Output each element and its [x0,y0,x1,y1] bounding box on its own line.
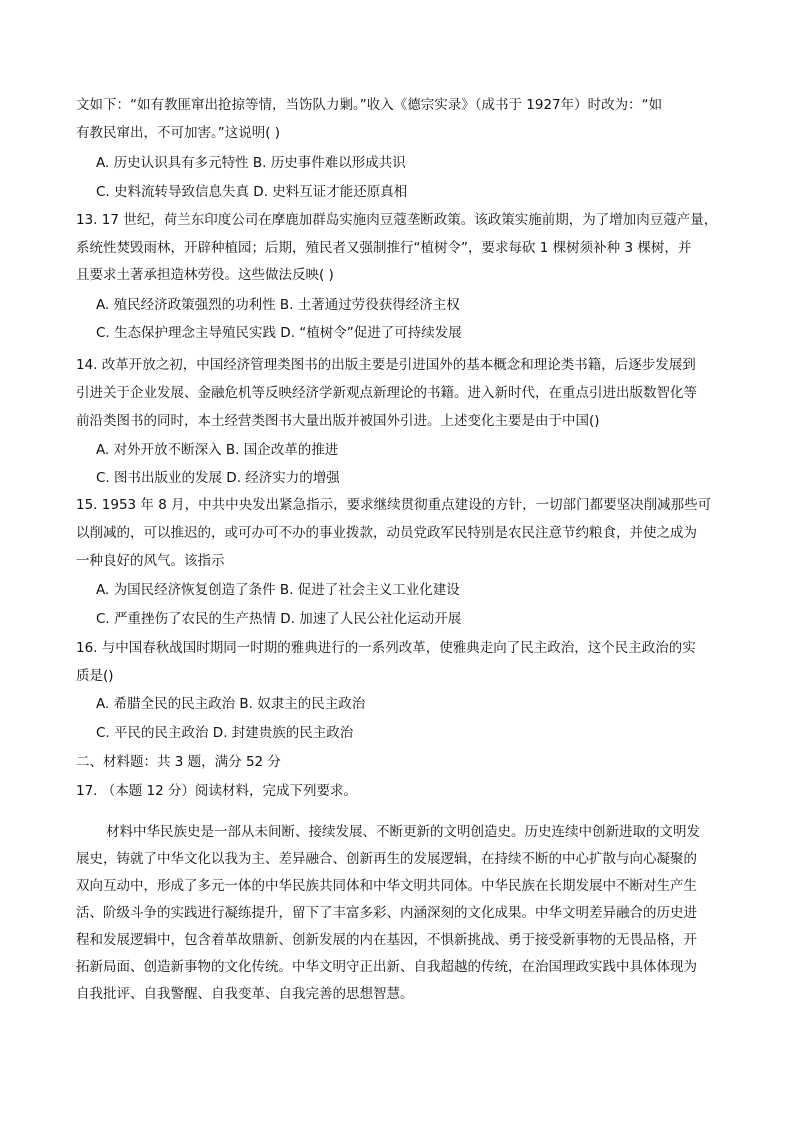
text-line: 且要求土著承担造林劳役。这些做法反映( ) [76,267,334,283]
text-line: 16. 与中国春秋战国时期同一时期的雅典进行的一系列改革，使雅典走向了民主政治，这个民主政治的实 [76,640,696,656]
text-line: C. 平民的民主政治 D. 封建贵族的民主政治 [96,725,354,741]
text-line: A. 对外开放不断深入 B. 国企改革的推进 [96,442,339,458]
text-line: C. 史料流转导致信息失真 D. 史料互证才能还原真相 [96,184,408,200]
text-line: A. 希腊全民的民主政治 B. 奴隶主的民主政治 [96,696,366,712]
text-line: 二、材料题：共 3 题，满分 52 分 [76,754,281,770]
text-line: A. 为国民经济恢复创造了条件 B. 促进了社会主义工业化建设 [96,582,460,598]
text-line: 有教民窜出，不可加害。”这说明( ) [76,125,281,141]
text-line: 自我批评、自我警醒、自我变革、自我完善的思想智慧。 [76,986,414,1002]
text-line: 拓新局面、创造新事物的文化传统。中华文明守正出新、自我超越的传统，在治国理政实践中具体体现为 [76,959,697,975]
text-line: 17. （本题 12 分）阅读材料，完成下列要求。 [76,783,358,799]
text-line: 活、阶级斗争的实践进行凝练提升，留下了丰富多彩、内涵深刻的文化成果。中华文明差异融合的历史进 [76,905,697,921]
text-line: 材料中华民族史是一部从未间断、接续发展、不断更新的文明创造史。历史连续中创新进取的文明发 [106,824,700,840]
text-line: 双向互动中，形成了多元一体的中华民族共同体和中华文明共同体。中华民族在长期发展中不断对生产生 [76,878,697,894]
text-line: C. 图书出版业的发展 D. 经济实力的增强 [96,470,340,486]
text-line: 一种良好的风气。该指示 [76,553,225,569]
text-line: C. 严重挫伤了农民的生产热情 D. 加速了人民公社化运动开展 [96,611,462,627]
text-line: 质是() [76,668,114,684]
text-line: 程和发展逻辑中，包含着革故鼎新、创新发展的内在基因，不惧新挑战、勇于接受新事物的无畏品格，开 [76,932,697,948]
text-line: 引进关于企业发展、金融危机等反映经济学新观点新理论的书籍。进入新时代，在重点引进出版数智化等 [76,385,697,401]
text-line: 15. 1953 年 8 月，中共中央发出紧急指示，要求继续贯彻重点建设的方针，一切部门都要坚决削减那些可 [76,497,712,513]
text-line: 13. 17 世纪，荷兰东印度公司在摩鹿加群岛实施肉豆蔻垄断政策。该政策实施前期，为了增加肉豆蔻产量， [76,212,718,228]
text-line: A. 殖民经济政策强烈的功利性 B. 土著通过劳役获得经济主权 [96,297,460,313]
text-line: 前沿类图书的同时，本土经营类图书大量出版并被国外引进。上述变化主要是由于中国() [76,413,600,429]
text-line: 文如下：“如有教匪窜出抢掠等情，当饬队力剿。”收入《德宗实录》（成书于 1927年）时改为：“如 [76,97,663,113]
text-line: A. 历史认识具有多元特性 B. 历史事件难以形成共识 [96,155,406,171]
text-line: 展史，铸就了中华文化以我为主、差异融合、创新再生的发展逻辑，在持续不断的中心扩散与向心凝聚的 [76,851,697,867]
text-line: 以削减的，可以推迟的，或可办可不办的事业拨款，动员党政军民特别是农民注意节约粮食，并使之成为 [76,525,697,541]
text-line: 14. 改革开放之初，中国经济管理类图书的出版主要是引进国外的基本概念和理论类书籍，后逐步发展到 [76,357,696,373]
text-line: 系统性焚毁雨林，开辟种植园；后期，殖民者又强制推行“植树令”，要求每砍 1 棵树须补种 3 棵树，并 [76,240,692,256]
text-line: C. 生态保护理念主导殖民实践 D. “植树令”促进了可持续发展 [96,325,462,341]
